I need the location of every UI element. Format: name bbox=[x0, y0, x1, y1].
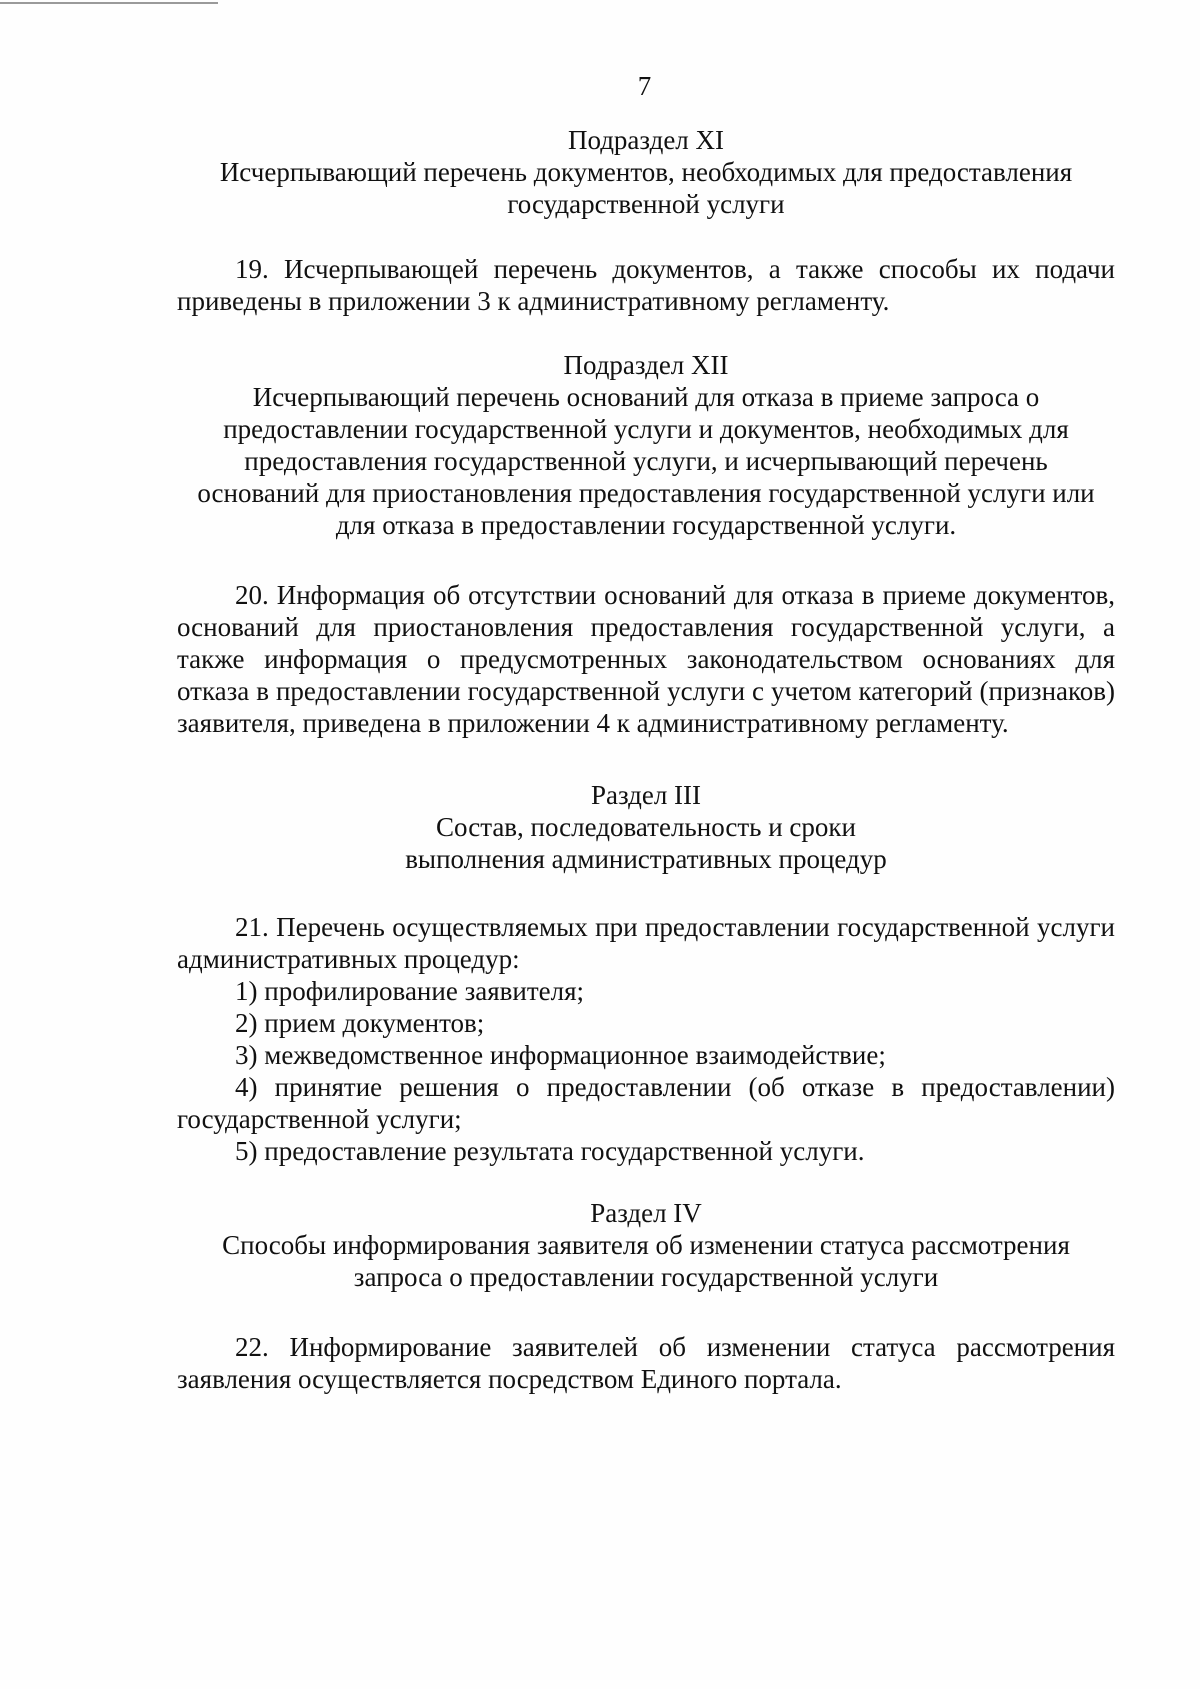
section-3-title-line: Состав, последовательность и сроки bbox=[436, 812, 856, 842]
list-item: 2) прием документов; bbox=[235, 1008, 485, 1038]
list-item: 4) принятие решения о предоставлении (об отказе в предоставлении) государственной услуги; bbox=[177, 1072, 1115, 1134]
list-item: 3) межведомственное информационное взаимодействие; bbox=[235, 1040, 886, 1070]
subsection-12-label: Подраздел XII bbox=[563, 350, 729, 380]
subsection-12-title-line: Исчерпывающий перечень оснований для отказа в приеме запроса о bbox=[252, 382, 1040, 412]
subsection-12-title-line: оснований для приостановления предоставления государственной услуги или bbox=[197, 478, 1095, 508]
subsection-11-heading bbox=[177, 124, 1115, 220]
section-4-heading bbox=[177, 1197, 1115, 1293]
subsection-12-title-line: для отказа в предоставлении государственной услуги. bbox=[335, 510, 957, 540]
subsection-12-title-line: предоставлении государственной услуги и документов, необходимых для bbox=[223, 414, 1069, 444]
section-3-heading bbox=[177, 779, 1115, 875]
list-item: 5) предоставление результата государственной услуги. bbox=[235, 1136, 865, 1166]
subsection-12-title-line: предоставления государственной услуги, и исчерпывающий перечень bbox=[244, 446, 1048, 476]
scan-edge-line bbox=[0, 2, 218, 4]
list-item: 1) профилирование заявителя; bbox=[235, 976, 585, 1006]
section-3-title-line: выполнения административных процедур bbox=[405, 844, 887, 874]
section-3-label: Раздел III bbox=[590, 780, 702, 810]
subsection-11-label: Подраздел XI bbox=[567, 125, 725, 155]
paragraph-22: 22. Информирование заявителей об изменении статуса рассмотрения заявления осуществляется посредством Единого портала. bbox=[177, 1332, 1115, 1394]
subsection-12-heading bbox=[177, 349, 1115, 541]
paragraph-20: 20. Информация об отсутствии оснований для отказа в приеме документов, оснований для приостановления предоставления государственной услуги, а также информация о предусмотренных законодательством основаниях для отказа в предоставлении государственной услуги с учетом категорий (признаков) заявителя, приведена в приложении 4 к административному регламенту. bbox=[177, 580, 1115, 738]
page-number: 7 bbox=[637, 71, 652, 101]
subsection-11-title-line: государственной услуги bbox=[507, 189, 785, 219]
section-4-label: Раздел IV bbox=[590, 1198, 702, 1228]
section-4-title-line: Способы информирования заявителя об изменении статуса рассмотрения bbox=[222, 1230, 1070, 1260]
paragraph-19: 19. Исчерпывающей перечень документов, а также способы их подачи приведены в приложении 3 к административному регламенту. bbox=[177, 254, 1115, 316]
document-body bbox=[177, 124, 1115, 1395]
section-4-title-line: запроса о предоставлении государственной услуги bbox=[353, 1262, 939, 1292]
paragraph-21: 21. Перечень осуществляемых при предоставлении государственной услуги административных процедур: bbox=[177, 912, 1115, 974]
subsection-11-title-line: Исчерпывающий перечень документов, необходимых для предоставления bbox=[219, 157, 1073, 187]
